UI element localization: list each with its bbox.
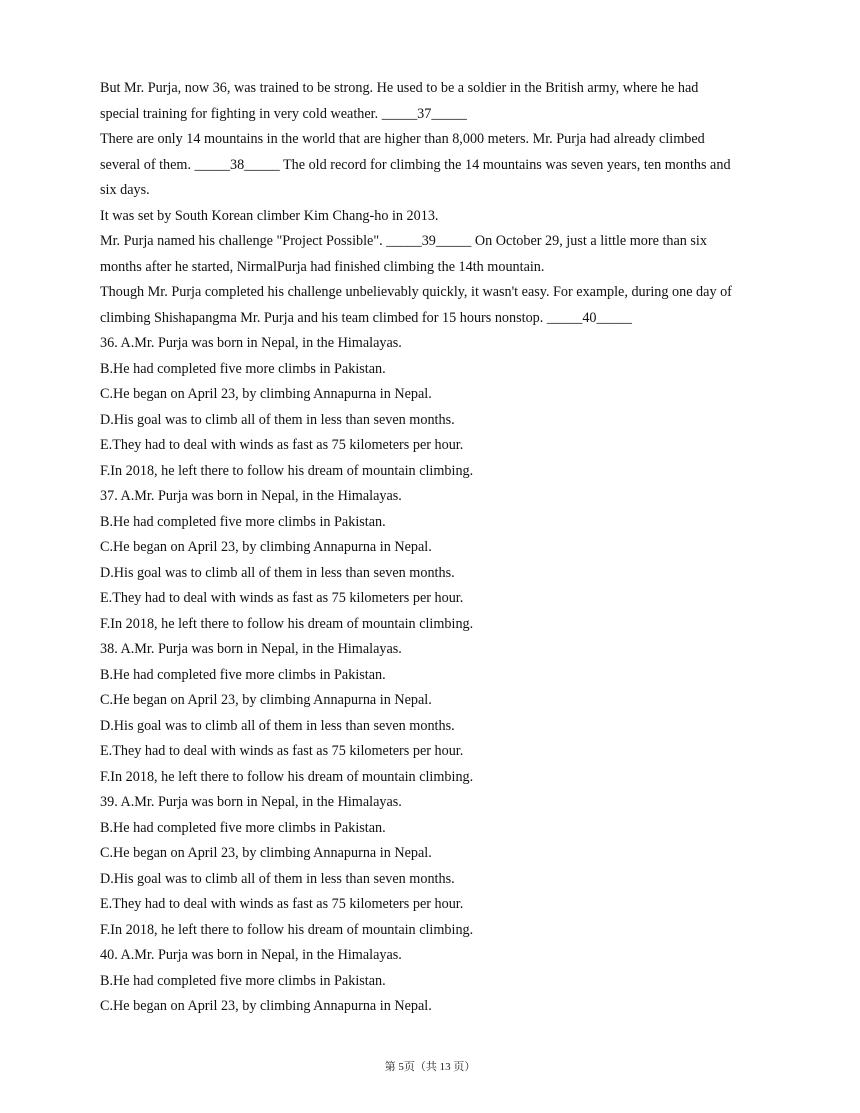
- passage-line: It was set by South Korean climber Kim Chang-ho in 2013.: [100, 207, 439, 224]
- question-37-option-a: 37. A.Mr. Purja was born in Nepal, in the Himalayas.: [100, 488, 402, 504]
- page-number-footer: 第 5页（共 13 页）: [384, 1061, 476, 1073]
- passage-line: But Mr. Purja, now 36, was trained to be strong. He used to be a soldier in the British army, where he had: [100, 80, 699, 96]
- question-36-option-c: C.He began on April 23, by climbing Annapurna in Nepal.: [100, 386, 432, 402]
- question-39-option-b: B.He had completed five more climbs in Pakistan.: [100, 819, 386, 836]
- question-36-option-d: D.His goal was to climb all of them in less than seven months.: [100, 411, 455, 428]
- question-38-option-e: E.They had to deal with winds as fast as 75 kilometers per hour.: [100, 743, 464, 759]
- question-37-option-f: F.In 2018, he left there to follow his dream of mountain climbing.: [100, 615, 474, 632]
- question-39-option-a: 39. A.Mr. Purja was born in Nepal, in the Himalayas.: [100, 794, 402, 810]
- question-36-option-f: F.In 2018, he left there to follow his dream of mountain climbing.: [100, 462, 474, 479]
- question-37-option-c: C.He began on April 23, by climbing Annapurna in Nepal.: [100, 539, 432, 555]
- question-36-option-a: 36. A.Mr. Purja was born in Nepal, in the Himalayas.: [100, 335, 402, 351]
- question-40-option-b: B.He had completed five more climbs in Pakistan.: [100, 972, 386, 989]
- passage-line: There are only 14 mountains in the world that are higher than 8,000 meters. Mr. Purja had already climbed: [100, 131, 705, 147]
- question-40-option-c: C.He began on April 23, by climbing Annapurna in Nepal.: [100, 998, 432, 1014]
- question-list: [100, 331, 768, 1020]
- question-38-option-a: 38. A.Mr. Purja was born in Nepal, in the Himalayas.: [100, 641, 402, 657]
- passage-line: special training for fighting in very cold weather. _____37_____: [100, 105, 467, 122]
- question-38-option-d: D.His goal was to climb all of them in less than seven months.: [100, 717, 455, 734]
- question-36-option-b: B.He had completed five more climbs in Pakistan.: [100, 360, 386, 377]
- question-39-option-c: C.He began on April 23, by climbing Annapurna in Nepal.: [100, 845, 432, 861]
- question-37-option-d: D.His goal was to climb all of them in less than seven months.: [100, 564, 455, 581]
- passage-line: six days.: [100, 182, 150, 198]
- passage-line: several of them. _____38_____ The old record for climbing the 14 mountains was seven years, ten months and: [100, 156, 731, 173]
- question-38-option-f: F.In 2018, he left there to follow his dream of mountain climbing.: [100, 768, 474, 785]
- passage-line: Mr. Purja named his challenge "Project Possible". _____39_____ On October 29, just a little more than six: [100, 233, 707, 249]
- passage-line: climbing Shishapangma Mr. Purja and his team climbed for 15 hours nonstop. _____40_____: [100, 309, 632, 326]
- question-38-option-c: C.He began on April 23, by climbing Annapurna in Nepal.: [100, 692, 432, 708]
- question-39-option-e: E.They had to deal with winds as fast as 75 kilometers per hour.: [100, 896, 464, 912]
- question-37-option-e: E.They had to deal with winds as fast as 75 kilometers per hour.: [100, 590, 464, 606]
- question-37-option-b: B.He had completed five more climbs in Pakistan.: [100, 513, 386, 530]
- passage-line: Though Mr. Purja completed his challenge unbelievably quickly, it wasn't easy. For example, during one day of: [100, 284, 732, 300]
- question-40-option-a: 40. A.Mr. Purja was born in Nepal, in the Himalayas.: [100, 947, 402, 963]
- question-39-option-f: F.In 2018, he left there to follow his dream of mountain climbing.: [100, 921, 474, 938]
- question-36-option-e: E.They had to deal with winds as fast as 75 kilometers per hour.: [100, 437, 464, 453]
- question-38-option-b: B.He had completed five more climbs in Pakistan.: [100, 666, 386, 683]
- question-39-option-d: D.His goal was to climb all of them in less than seven months.: [100, 870, 455, 887]
- passage-line: months after he started, NirmalPurja had finished climbing the 14th mountain.: [100, 258, 545, 275]
- reading-passage: [100, 76, 768, 331]
- document-body: [100, 76, 768, 1020]
